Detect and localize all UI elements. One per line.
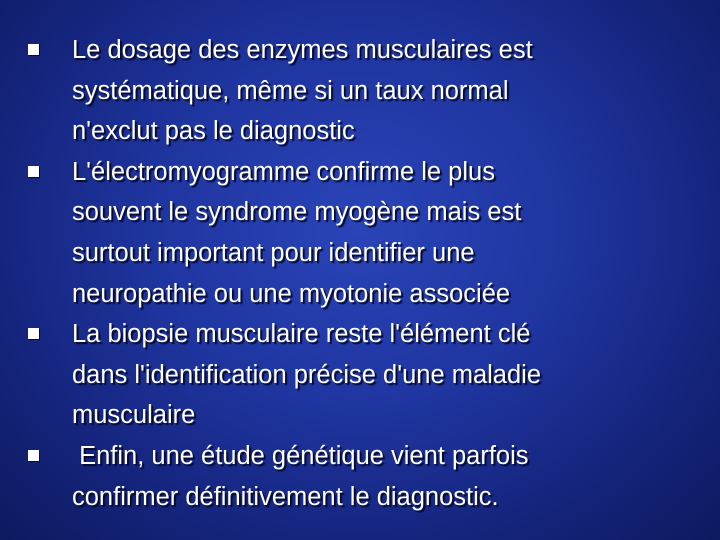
list-item — [28, 314, 698, 436]
square-bullet-icon — [28, 450, 39, 461]
bullet-text-biopsy: La biopsie musculaire reste l'élément clé dans l'identification précise d'une maladie musculaire — [72, 320, 542, 430]
list-item — [28, 152, 698, 314]
bullet-text-enzymes: Le dosage des enzymes musculaires est systématique, même si un taux normal n'exclut pas le diagnostic — [72, 36, 533, 146]
bullet-text-electromyogram: L'électromyogramme confirme le plus souvent le syndrome myogène mais est surtout important pour identifier une neuropathie ou une myotonie associée — [72, 157, 522, 308]
list-item — [28, 436, 698, 517]
bullet-list — [28, 30, 698, 517]
list-item — [28, 30, 698, 152]
square-bullet-icon — [28, 44, 39, 55]
square-bullet-icon — [28, 166, 39, 177]
square-bullet-icon — [28, 328, 39, 339]
bullet-text-genetic: Enfin, une étude génétique vient parfois confirmer définitivement le diagnostic. — [72, 441, 529, 511]
